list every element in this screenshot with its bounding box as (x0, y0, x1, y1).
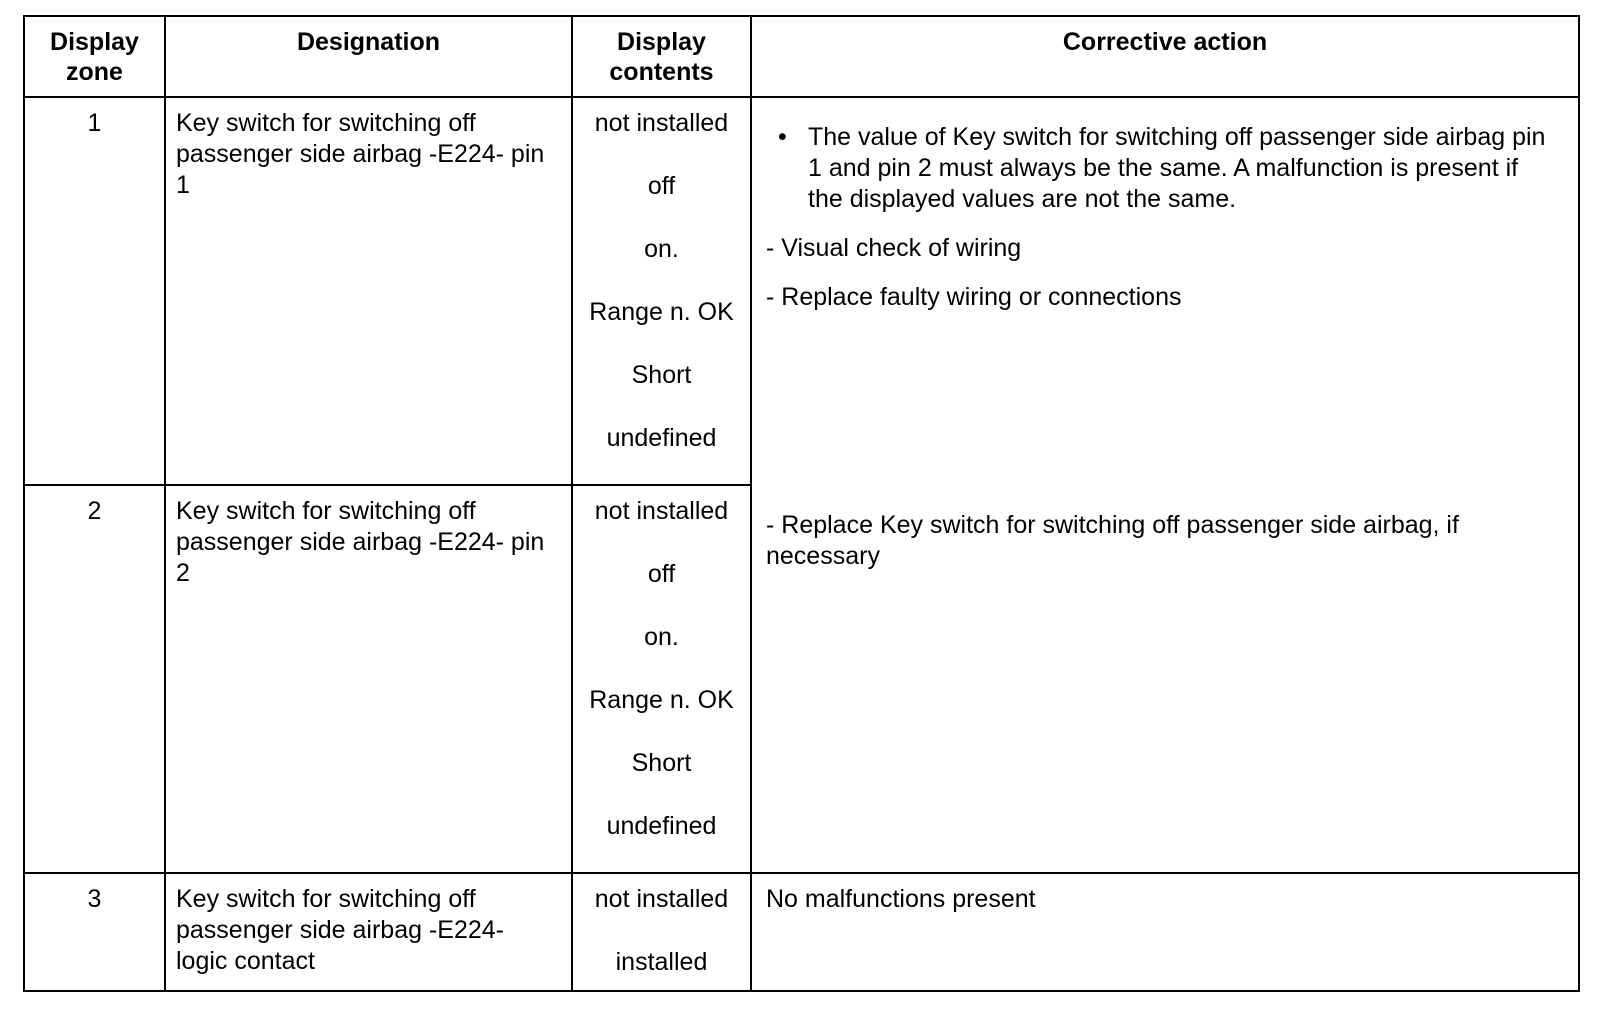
header-row (24, 16, 1579, 97)
content-value: Range n. OK (589, 686, 734, 714)
corrective-action-cell: No malfunctions present (751, 873, 1579, 991)
display-contents-cell (572, 97, 751, 485)
replace-switch-note: - Replace Key switch for switching off passenger side airbag, if necessary (766, 511, 1459, 570)
content-value: not installed (594, 497, 729, 525)
content-value: off (647, 560, 676, 588)
content-value: Range n. OK (589, 298, 734, 326)
content-value: installed (615, 948, 708, 976)
content-value: on. (644, 235, 679, 263)
display-zone-cell: 1 (24, 97, 165, 485)
table-row (24, 97, 1579, 485)
content-value: undefined (606, 424, 717, 452)
action-step: - Visual check of wiring (766, 234, 1022, 262)
designation-cell: Key switch for switching off passenger side airbag -E224- logic contact (165, 873, 572, 991)
display-zone-cell: 2 (24, 485, 165, 873)
header-display-zone: Display zone (24, 16, 165, 97)
display-contents-cell (572, 873, 751, 991)
designation-cell: Key switch for switching off passenger side airbag -E224- pin 2 (165, 485, 572, 873)
content-value: off (647, 172, 676, 200)
content-value: Short (631, 361, 692, 389)
diagnostic-table (23, 15, 1580, 992)
content-value: on. (644, 623, 679, 651)
display-contents-cell (572, 485, 751, 873)
table-row (24, 873, 1579, 991)
display-zone-cell: 3 (24, 873, 165, 991)
action-step: - Replace faulty wiring or connections (766, 283, 1182, 311)
corrective-action-block (766, 108, 1558, 331)
designation-cell: Key switch for switching off passenger side airbag -E224- pin 1 (165, 97, 572, 485)
header-corrective-action: Corrective action (751, 16, 1579, 97)
content-value: not installed (594, 109, 729, 137)
content-value: not installed (594, 885, 729, 913)
content-value: undefined (606, 812, 717, 840)
bullet-note: • The value of Key switch for switching off passenger side airbag pin 1 and pin 2 must always be the same. A malfunction is present if the displayed values are not the same. (766, 122, 1558, 215)
corrective-action-cell (751, 97, 1579, 873)
content-value: Short (631, 749, 692, 777)
header-designation: Designation (165, 16, 572, 97)
header-display-contents: Display contents (572, 16, 751, 97)
